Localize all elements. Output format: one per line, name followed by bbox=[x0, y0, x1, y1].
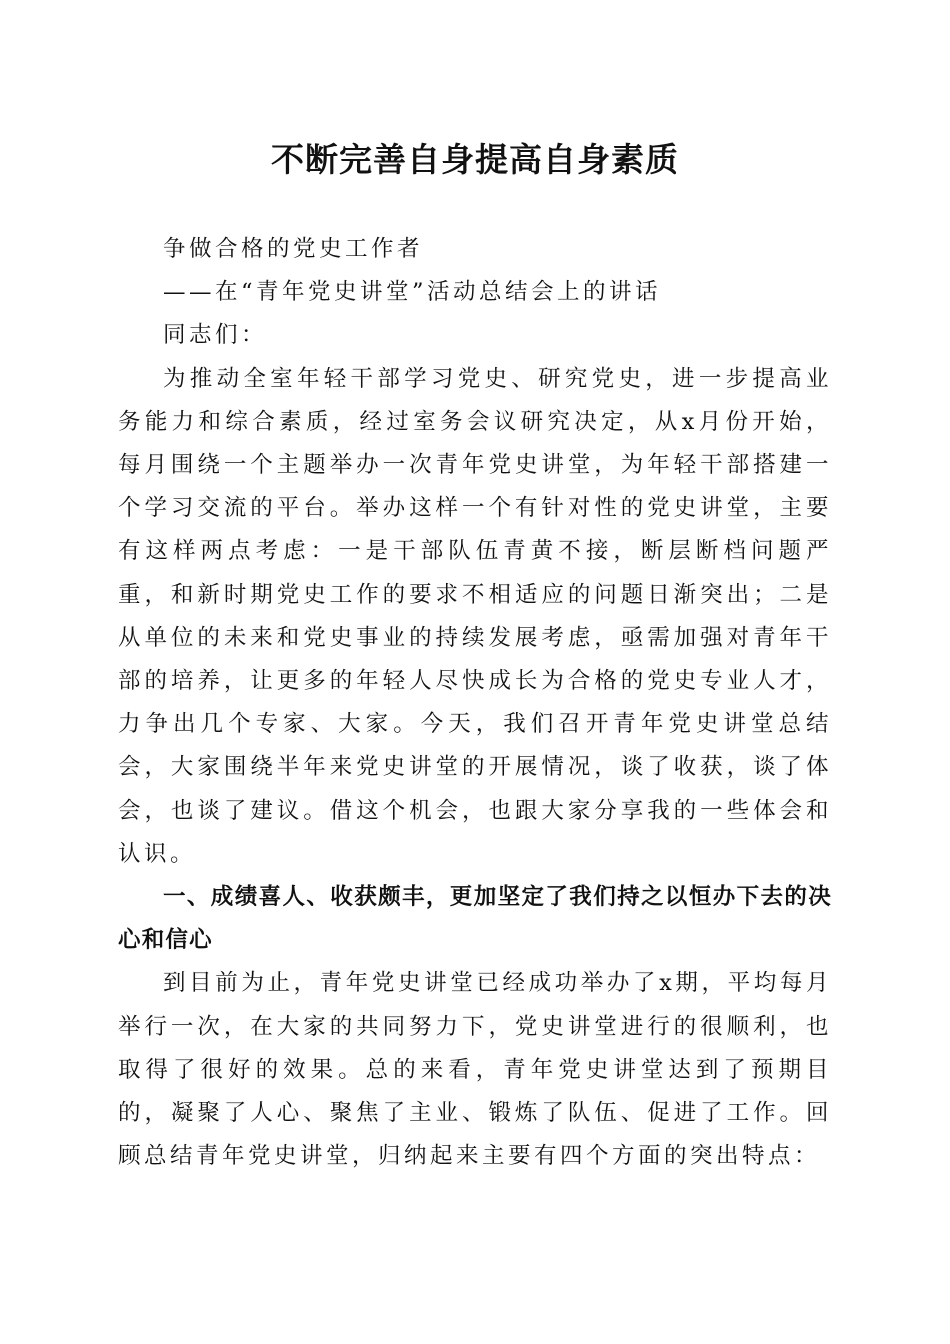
document-body bbox=[118, 228, 832, 1178]
paragraph-section-1: 到目前为止，青年党史讲堂已经成功举办了x期，平均每月举行一次，在大家的共同努力下，党史讲堂进行的很顺利，也取得了很好的效果。总的来看，青年党史讲堂达到了预期目的，凝聚了人心、聚焦了主业、锻炼了队伍、促进了工作。回顾总结青年党史讲堂，归纳起来主要有四个方面的突出特点： bbox=[118, 970, 832, 1170]
salutation: 同志们： bbox=[163, 322, 268, 349]
section-heading-1: 一、成绩喜人、收获颇丰，更加坚定了我们持之以恒办下去的决心和信心 bbox=[118, 884, 832, 954]
document-title: 不断完善自身提高自身素质 bbox=[271, 140, 679, 179]
occasion-line: ——在“青年党史讲堂”活动总结会上的讲话 bbox=[163, 279, 662, 306]
paragraph-intro: 为推动全室年轻干部学习党史、研究党史，进一步提高业务能力和综合素质，经过室务会议研究决定，从x月份开始，每月围绕一个主题举办一次青年党史讲堂，为年轻干部搭建一个学习交流的平台。举办这样一个有针对性的党史讲堂，主要有这样两点考虑：一是干部队伍青黄不接，断层断档问题严重，和新时期党史工作的要求不相适应的问题日渐突出；二是从单位的未来和党史事业的持续发展考虑，亟需加强对青年干部的培养，让更多的年轻人尽快成长为合格的党史专业人才，力争出几个专家、大家。今天，我们召开青年党史讲堂总结会，大家围绕半年来党史讲堂的开展情况，谈了收获，谈了体会，也谈了建议。借这个机会，也跟大家分享我的一些体会和认识。 bbox=[118, 365, 832, 867]
subtitle: 争做合格的党史工作者 bbox=[163, 236, 424, 262]
